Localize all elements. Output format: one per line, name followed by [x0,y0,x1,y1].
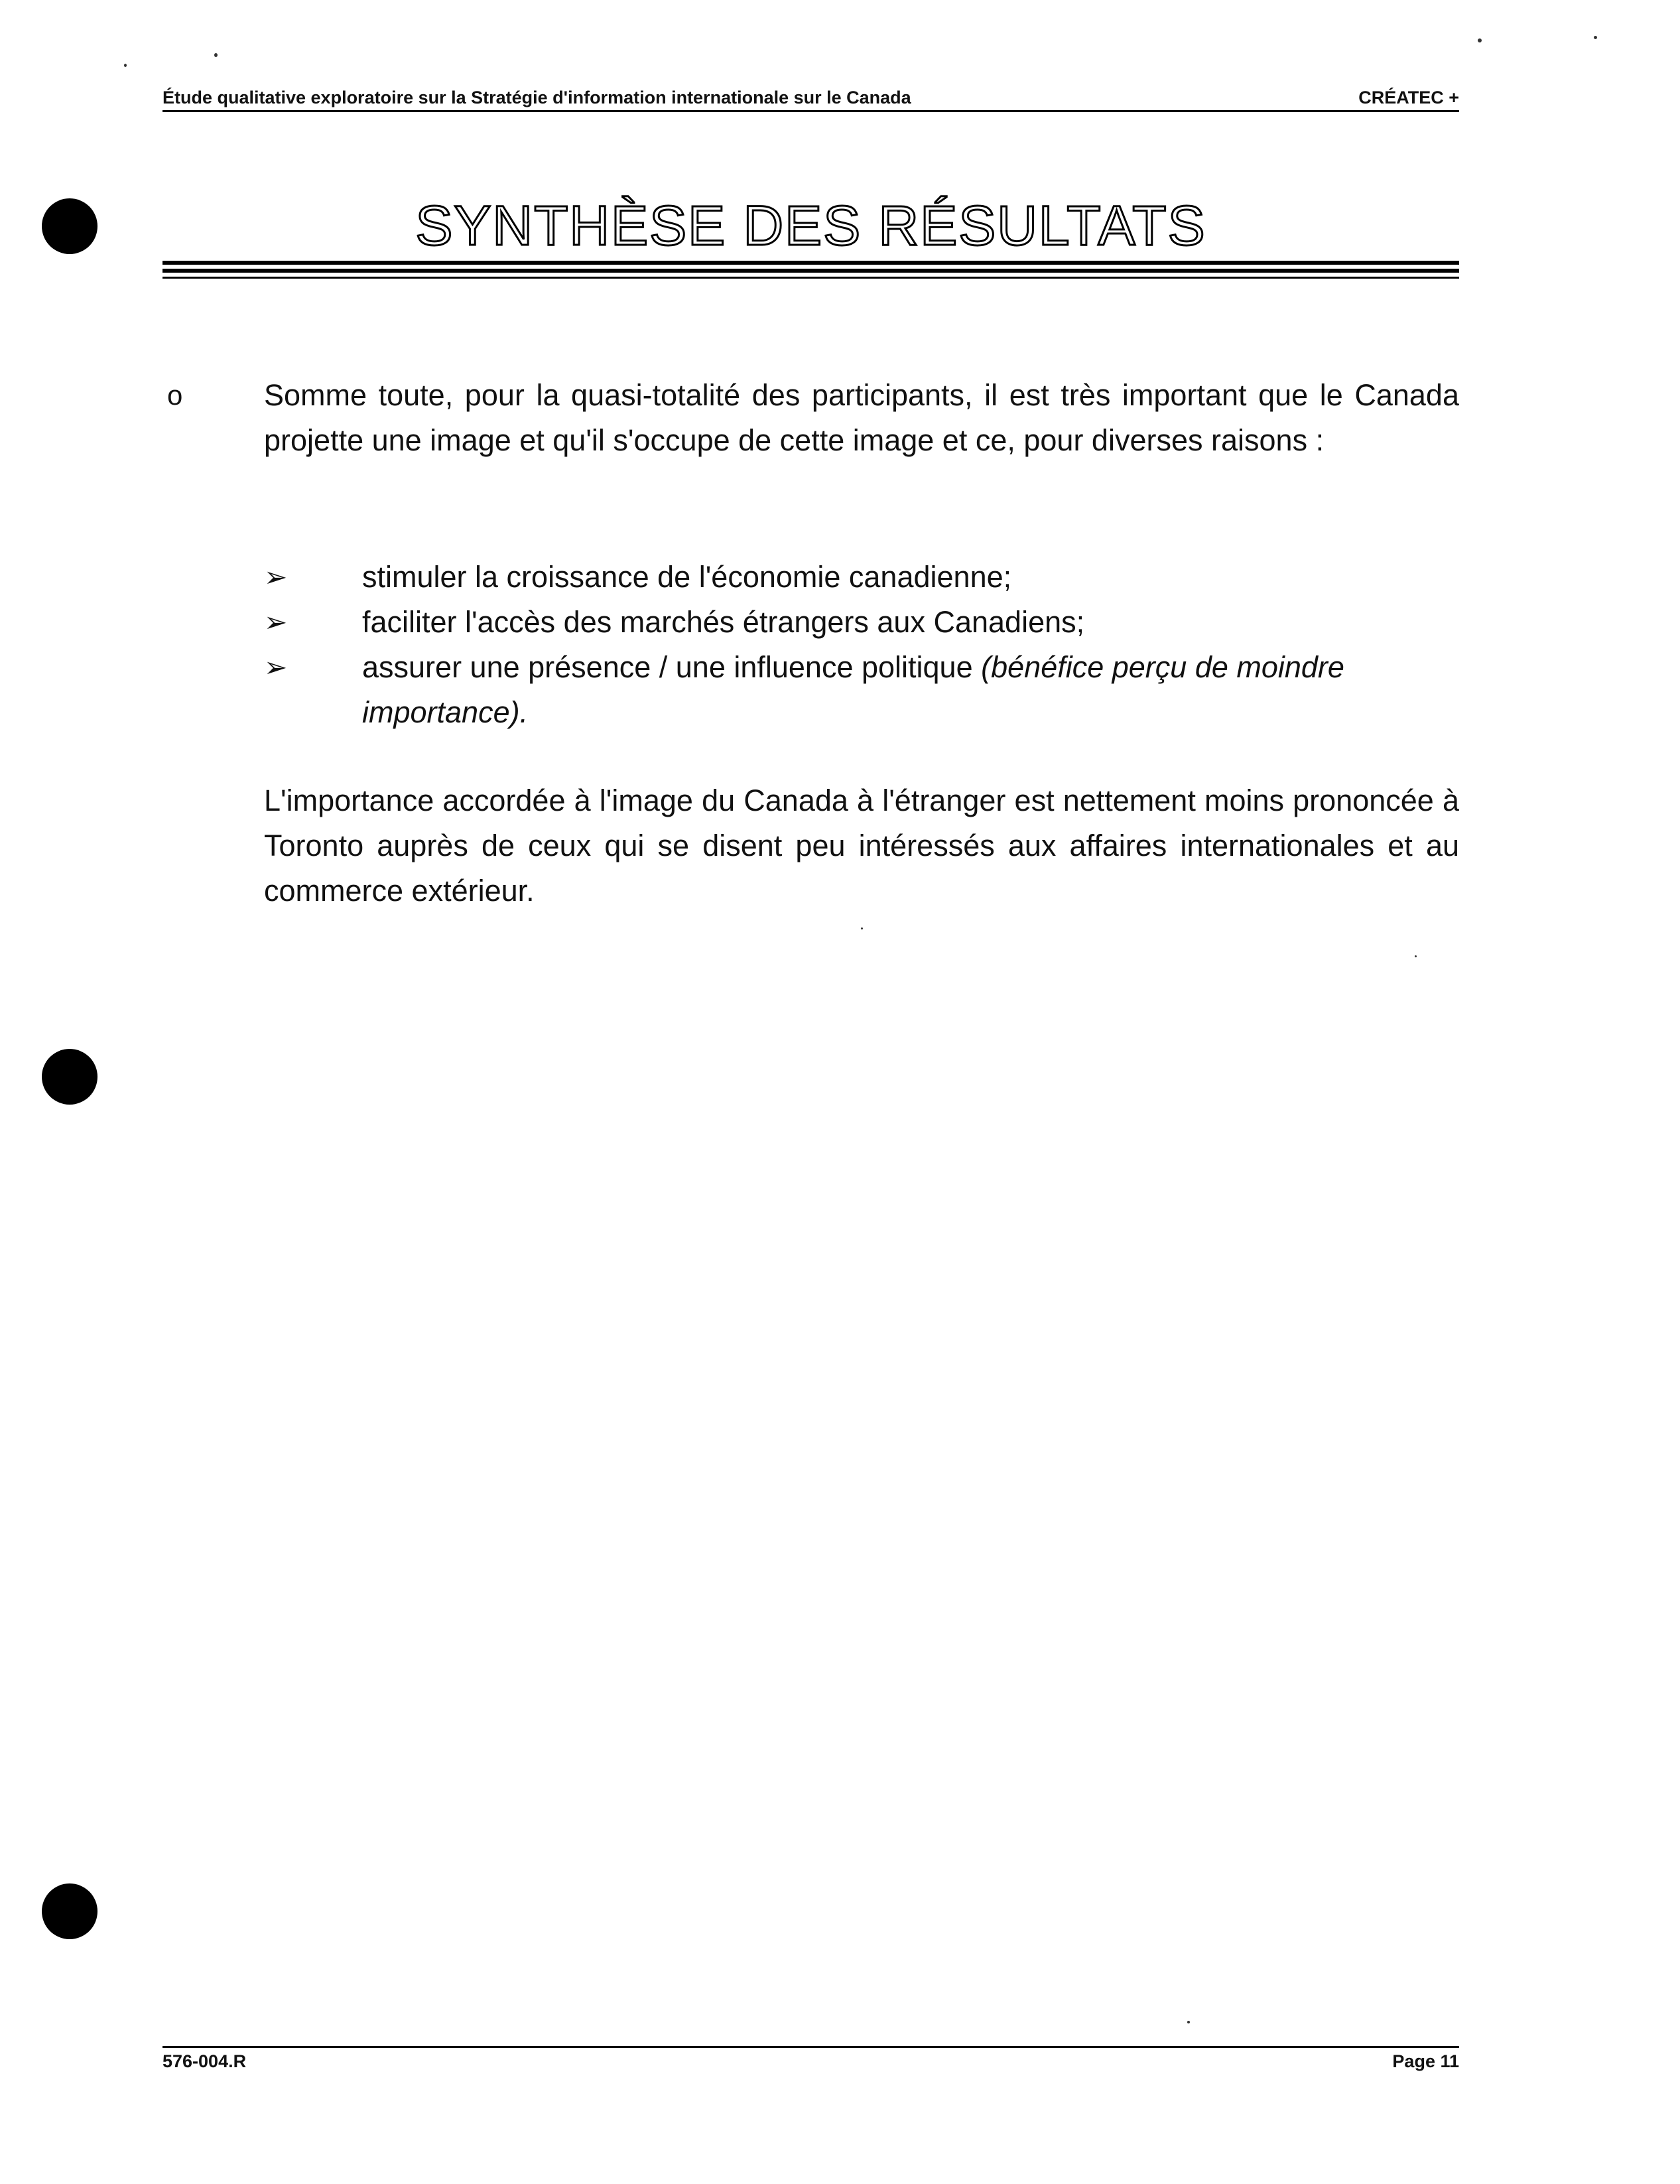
title-rule-line [162,261,1459,265]
scan-speck [124,64,127,67]
arrow-bullet-icon: ➢ [264,606,288,638]
title-rule-line [162,277,1459,279]
punch-hole-top [42,198,97,254]
reason-note: (bénéfice perçu de moindre importance). [362,650,1344,729]
title-rule [162,261,1459,281]
scan-speck [214,53,218,57]
running-footer [162,2046,1459,2075]
arrow-bullet-icon: ➢ [264,651,288,683]
running-header [162,85,1459,112]
page-number: Page 11 [1392,2051,1459,2071]
scan-speck [1594,36,1597,39]
reason-text: assurer une présence / une influence politique [362,650,982,684]
list-item [264,600,1459,645]
punch-hole-middle [42,1049,97,1105]
header-study-title: Étude qualitative exploratoire sur la Stratégie d'information internationale sur le Canada [162,88,911,107]
reasons-list [264,555,1459,735]
header-company-name: CRÉATEC + [1358,88,1459,107]
reason-text: stimuler la croissance de l'économie canadienne; [362,560,1012,594]
intro-paragraph: Somme toute, pour la quasi-totalité des participants, il est très important que le Canada projette une image et qu'il s'occupe de cette image et ce, pour diverses raisons : [264,378,1459,457]
scan-speck [1415,955,1417,957]
title-rule-line [162,269,1459,273]
arrow-bullet-icon: ➢ [264,561,288,592]
circle-bullet-icon: o [167,379,183,411]
conclusion-paragraph: L'importance accordée à l'image du Canada à l'étranger est nettement moins prononcée à Toronto auprès de ceux qui se disent peu intéressés aux affaires internationales et au commerce extérieur. [264,784,1459,908]
reason-text: faciliter l'accès des marchés étrangers aux Canadiens; [362,605,1085,639]
scan-speck [861,927,863,929]
page-title: SYNTHÈSE DES RÉSULTATS [415,194,1206,257]
scan-speck [1478,38,1482,42]
list-item [264,645,1459,735]
scan-speck [1187,2021,1190,2023]
list-item [264,555,1459,600]
punch-hole-bottom [42,1883,97,1939]
document-code: 576-004.R [162,2051,247,2071]
